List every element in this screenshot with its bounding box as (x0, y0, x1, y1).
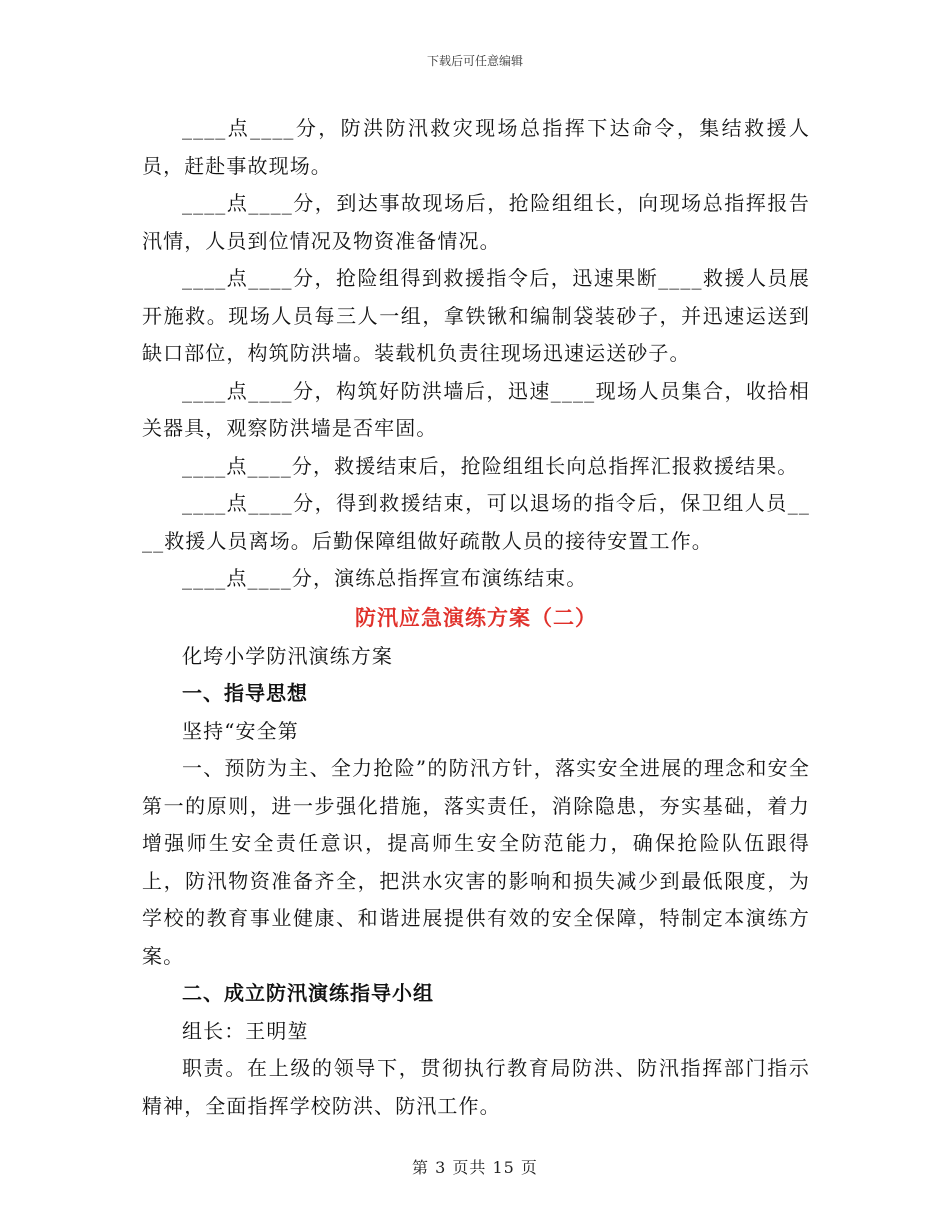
header-note: 下载后可任意编辑 (426, 54, 523, 68)
paragraph-principle: 一、预防为主、全力抢险”的防汛方针，落实安全进展的理念和安全第一的原则，进一步强化措施，落实责任，消除隐患，夯实基础，着力增强师生安全责任意识，提高师生安全防范能力，确保抢险队伍跟得上，防汛物资准备齐全，把洪水灾害的影响和损失减少到最低限度，为学校的教育事业健康、和谐进展提供有效的安全保障，特制定本演练方案。 (142, 756, 810, 968)
paragraph-duty: 职责。在上级的领导下，贯彻执行教育局防洪、防汛指挥部门指示精神，全面指挥学校防洪、防汛工作。 (142, 1056, 810, 1118)
drill-step-paragraph: ____点____分，救援结束后，抢险组组长向总指挥汇报救援结果。 (182, 453, 799, 478)
heading-guiding-thought: 一、指导思想 (182, 681, 308, 705)
drill-step-paragraph: ____点____分，到达事故现场后，抢险组组长，向现场总指挥报告汛情，人员到位情况及物资准备情况。 (142, 191, 810, 253)
drill-step-paragraph: ____点____分，抢险组得到救援指令后，迅速果断____救援人员展开施救。现场人员每三人一组，拿铁锹和编制袋装砂子，并迅速运送到缺口部位，构筑防洪墙。装载机负责往现场迅速运送砂子。 (142, 266, 810, 365)
drill-step-paragraph: ____点____分，得到救援结束，可以退场的指令后，保卫组人员____救援人员离场。后勤保障组做好疏散人员的接待安置工作。 (142, 491, 810, 553)
document-body (142, 110, 810, 1125)
plan-subtitle: 化垮小学防汛演练方案 (182, 643, 393, 668)
heading-guidance-group: 二、成立防汛演练指导小组 (182, 981, 434, 1005)
drill-step-paragraph: ____点____分，构筑好防洪墙后，迅速____现场人员集合，收拾相关器具，观察防洪墙是否牢固。 (142, 378, 810, 440)
paragraph-leader: 组长：王明堃 (182, 1018, 309, 1043)
drill-step-paragraph: ____点____分，防洪防汛救灾现场总指挥下达命令，集结救援人员，赶赴事故现场。 (142, 116, 810, 178)
paragraph-insist: 坚持“安全第 (182, 718, 299, 743)
drill-step-paragraph: ____点____分，演练总指挥宣布演练结束。 (182, 566, 588, 590)
page-number: 第 3 页共 15 页 (412, 1158, 538, 1177)
section-title: 防汛应急演练方案（二） (355, 604, 597, 630)
